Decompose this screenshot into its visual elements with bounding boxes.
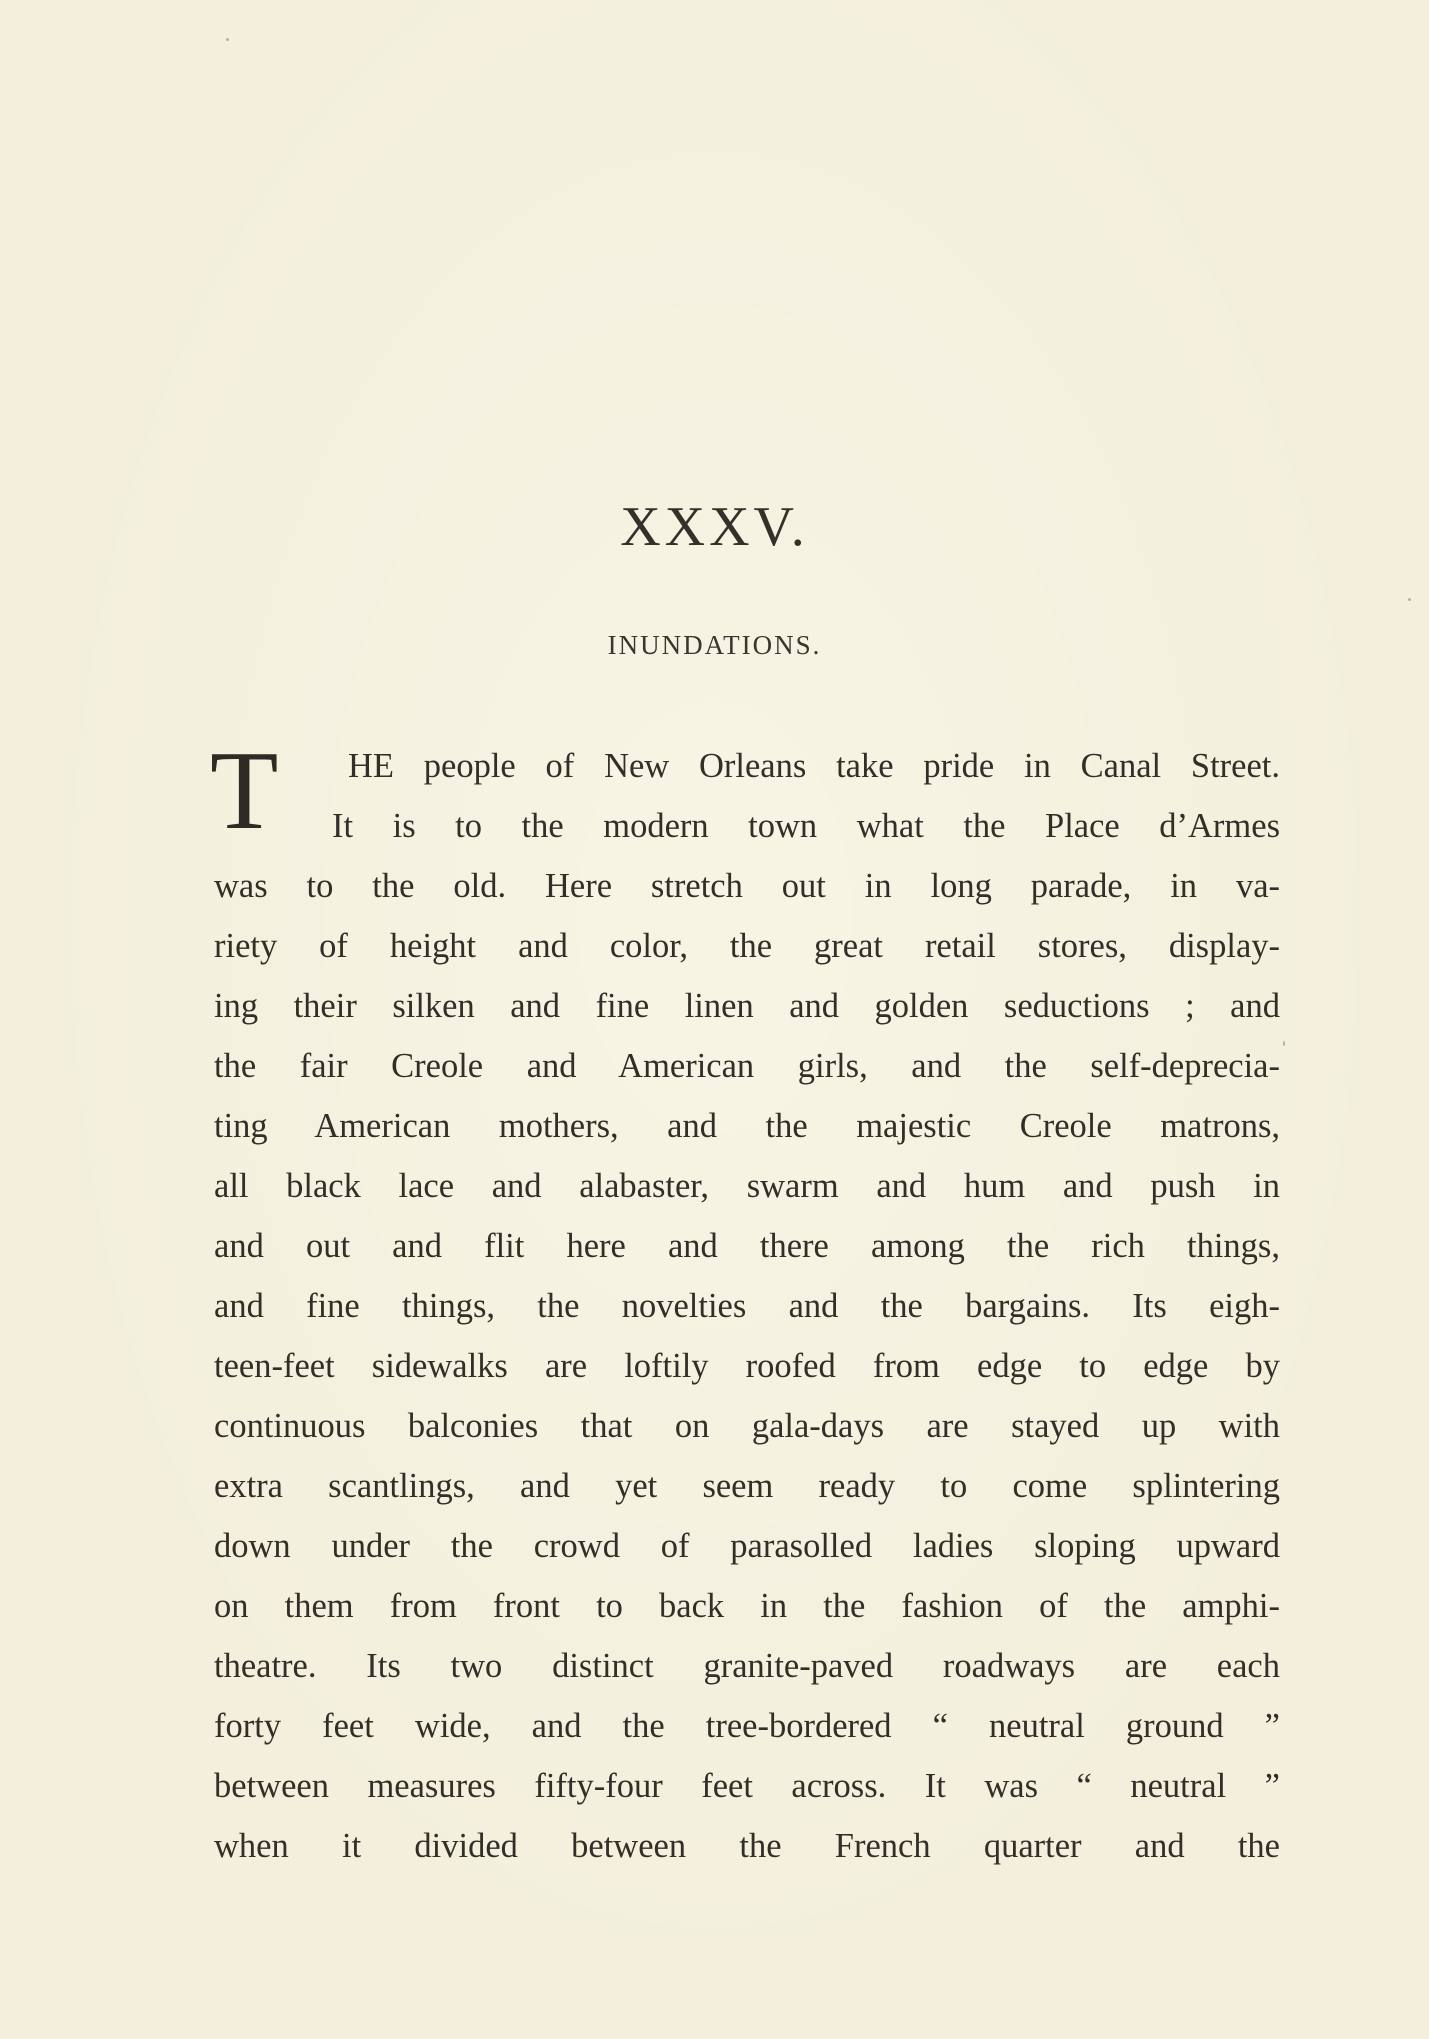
paper-speck: [1283, 1041, 1285, 1046]
text-line: ting American mothers, and the majestic Creole matrons,: [214, 1107, 1280, 1145]
text-line: HE people of New Orleans take pride in Canal Street.: [348, 747, 1280, 785]
text-line: continuous balconies that on gala-days are stayed up with: [214, 1407, 1280, 1445]
text-line: down under the crowd of parasolled ladies sloping upward: [214, 1527, 1280, 1565]
text-line: when it divided between the French quarter and the: [214, 1827, 1280, 1865]
text-line: all black lace and alabaster, swarm and hum and push in: [214, 1167, 1280, 1205]
paper-speck: [1408, 598, 1411, 601]
text-line: forty feet wide, and the tree-bordered “ neutral ground ”: [214, 1707, 1280, 1745]
text-line: and fine things, the novelties and the bargains. Its eigh-: [214, 1287, 1280, 1325]
text-line: theatre. Its two distinct granite-paved roadways are each: [214, 1647, 1280, 1685]
paper-speck: [226, 38, 229, 41]
text-line: was to the old. Here stretch out in long parade, in va-: [214, 867, 1280, 905]
text-line: extra scantlings, and yet seem ready to come splintering: [214, 1467, 1280, 1505]
text-line: It is to the modern town what the Place d’Armes: [332, 807, 1280, 845]
text-line: on them from front to back in the fashion of the amphi-: [214, 1587, 1280, 1625]
chapter-title: INUNDATIONS.: [607, 630, 822, 660]
text-line: between measures fifty-four feet across. It was “ neutral ”: [214, 1767, 1280, 1805]
text-line: teen-feet sidewalks are loftily roofed from edge to edge by: [214, 1347, 1280, 1385]
chapter-number: XXXV.: [620, 496, 809, 558]
text-line: riety of height and color, the great retail stores, display-: [214, 927, 1280, 965]
text-line: the fair Creole and American girls, and the self-deprecia-: [214, 1047, 1280, 1085]
text-line: and out and flit here and there among the rich things,: [214, 1227, 1280, 1265]
drop-cap: T: [210, 729, 279, 853]
body-paragraph: [214, 736, 1280, 1876]
text-line: ing their silken and fine linen and golden seductions ; and: [214, 987, 1280, 1025]
